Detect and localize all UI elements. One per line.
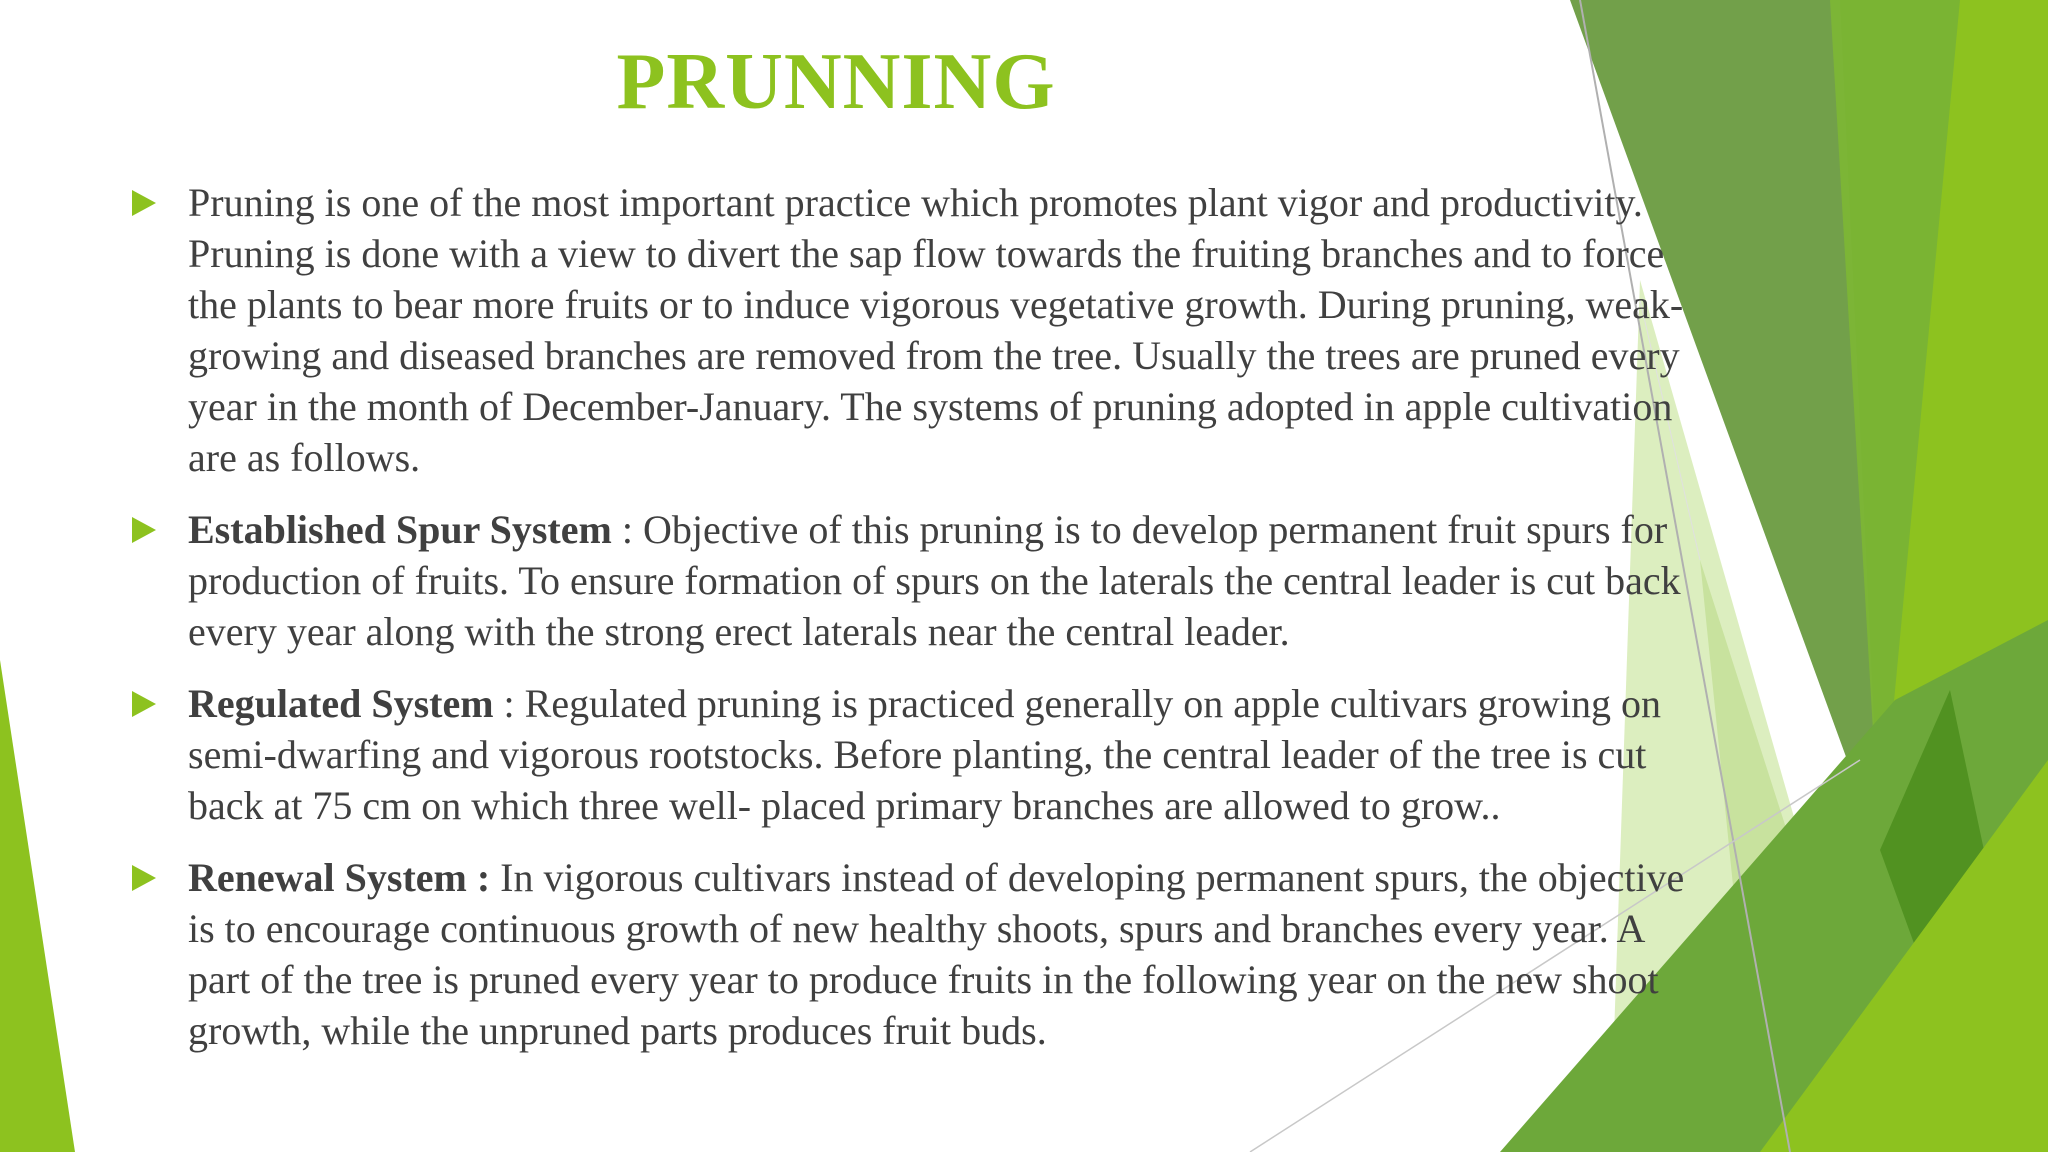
bullet-arrow-icon bbox=[132, 517, 156, 543]
bullet-item-renewal-system bbox=[132, 852, 1687, 1056]
bullet-arrow-icon bbox=[132, 865, 156, 891]
bullet-arrow-icon bbox=[132, 691, 156, 717]
bullet-text: : Objective of this pruning is to develop permanent fruit spurs for production of fruits. To ensure formation of spurs on the laterals the central leader is cut back every year along with the strong erect laterals near the central leader. bbox=[188, 507, 1681, 654]
slide-title: PRUNNING bbox=[616, 38, 1056, 126]
bullet-text: Pruning is one of the most important practice which promotes plant vigor and productivity. Pruning is done with a view to divert the sap flow towards the fruiting branches and to force the plants to bear more fruits or to induce vigorous vegetative growth. During pruning, weak-growing and diseased branches are removed from the tree. Usually the trees are pruned every year in the month of December-January. The systems of pruning adopted in apple cultivation are as follows. bbox=[188, 180, 1684, 480]
bullet-heading: Established Spur System bbox=[188, 507, 612, 552]
bullet-item-established-spur-system bbox=[132, 504, 1687, 657]
bullet-heading: Renewal System : bbox=[188, 855, 491, 900]
bullet-text: : Regulated pruning is practiced generally on apple cultivars growing on semi-dwarfing and vigorous rootstocks. Before planting, the central leader of the tree is cut back at 75 cm on which three well- placed primary branches are allowed to grow.. bbox=[188, 681, 1661, 828]
left-green-shape bbox=[0, 660, 75, 1152]
bullet-heading: Regulated System bbox=[188, 681, 494, 726]
bullet-arrow-icon bbox=[132, 190, 156, 216]
bullet-item-regulated-system bbox=[132, 678, 1687, 831]
bullet-text: In vigorous cultivars instead of developing permanent spurs, the objective is to encourage continuous growth of new healthy shoots, spurs and branches every year. A part of the tree is pruned every year to produce fruits in the following year on the new shoot growth, while the unpruned parts produces fruit buds. bbox=[188, 855, 1685, 1053]
bullet-list bbox=[132, 177, 1687, 1077]
bullet-item-intro bbox=[132, 177, 1687, 483]
